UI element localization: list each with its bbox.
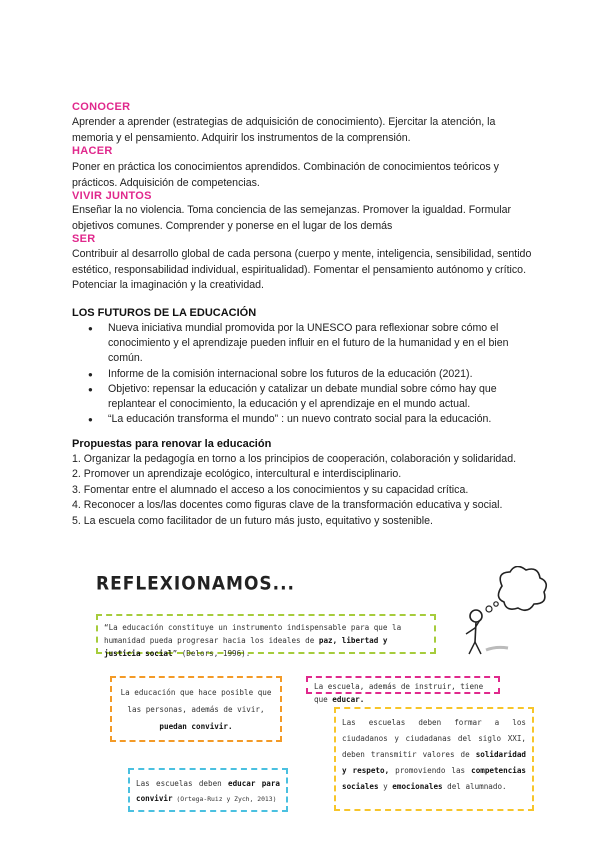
quote-text: La educación que hace posible que las personas, además de vivir, [120, 688, 272, 714]
thinking-figure-icon [456, 566, 556, 661]
pillar-text-vivir-juntos: Enseñar la no violencia. Toma conciencia de las semejanzas. Promover la igualdad. Formular objetivos comunes. Comprender y ponerse en el lugar de los demás [72, 204, 512, 232]
quote-bold: educar para convivir [136, 779, 280, 803]
quote-bold: educar. [332, 695, 365, 704]
list-item: ● Informe de la comisión internacional sobre los futuros de la educación (2021). [88, 367, 528, 382]
quote-box-delors [96, 614, 436, 658]
quote-bold: competencias sociales [342, 766, 526, 791]
quote-text: Las escuelas deben [136, 779, 228, 788]
list-item: 5. La escuela como facilitador de un futuro más justo, equitativo y sostenible. [72, 514, 433, 527]
quote-citation: ” (Delors, 1996). [172, 649, 251, 658]
pillar-heading-hacer: HACER [72, 145, 113, 157]
quote-box-educar [306, 676, 500, 704]
list-item: 1. Organizar la pedagogía en torno a los principios de cooperación, colaboración y solidaridad. [72, 453, 517, 465]
reflexionamos-title: REFLEXIONAMOS... [96, 572, 296, 596]
pillar-heading-vivir-juntos: VIVIR JUNTOS [72, 190, 152, 202]
propuestas-title: Propuestas para renovar la educación [72, 438, 272, 450]
futuros-list [88, 321, 528, 427]
list-item: 4. Reconocer a los/las docentes como figuras clave de la transformación educativa y social. [72, 499, 503, 512]
quote-bold: paz, libertad y justicia social [104, 636, 388, 658]
quote-citation: (Ortega-Ruiz y Zych, 2013) [172, 795, 277, 803]
pillar-heading-conocer: CONOCER [72, 101, 131, 113]
list-item: 3. Fomentar entre el alumnado el acceso a los conocimientos y su capacidad crítica. [72, 483, 469, 496]
quote-text: promoviendo las [389, 766, 472, 775]
propuestas-list [72, 452, 532, 529]
quote-box-convivir [110, 676, 282, 742]
quote-text: La escuela, además de instruir, tiene que [314, 682, 484, 704]
quote-text: del alumnado. [442, 782, 507, 791]
list-item: 2. Promover un aprendizaje ecológico, intercultural e interdisciplinario. [72, 468, 402, 481]
quote-bold: puedan convivir. [159, 722, 233, 731]
quote-box-ortega [128, 768, 288, 812]
pillar-heading-ser: SER [72, 233, 96, 245]
pillar-text-hacer: Poner en práctica los conocimientos aprendidos. Combinación de conocimientos teóricos y prácticos. Adquisición de competencias. [72, 161, 499, 189]
quote-text: “La educación constituye un instrumento indispensable para que la humanidad pueda progresar hacia los ideales de [104, 623, 402, 645]
pillar-text-ser: Contribuir al desarrollo global de cada persona (cuerpo y mente, inteligencia, sensibilidad, sentido estético, responsabilidad individual, espiritualidad). Fomentar el pensamiento autónomo y crítico. Potenciar la imaginación y la creatividad. [72, 248, 532, 292]
quote-text: y [378, 782, 393, 791]
list-item: ● Objetivo: repensar la educación y catalizar un debate mundial sobre cómo hay que replantear el conocimiento, la educación y el aprendizaje en el mundo actual. [88, 382, 528, 412]
quote-bold: solidaridad y respeto, [342, 750, 526, 775]
quote-box-valores [334, 707, 534, 811]
futuros-title: LOS FUTUROS DE LA EDUCACIÓN [72, 307, 257, 319]
pillar-text-conocer: Aprender a aprender (estrategias de adquisición de conocimiento). Ejercitar la atención, la memoria y el pensamiento. Adquirir los instrumentos de la comprensión. [72, 116, 496, 144]
quote-text: Las escuelas deben formar a los ciudadanos y ciudadanas del siglo XXI, deben transmitir valores de [342, 718, 526, 759]
list-item: ● “La educación transforma el mundo” : un nuevo contrato social para la educación. [88, 412, 528, 427]
quote-bold: emocionales [392, 782, 443, 791]
list-item: ● Nueva iniciativa mundial promovida por la UNESCO para reflexionar sobre cómo el conocimiento y el aprendizaje pueden influir en el futuro de la humanidad y en el bien común. [88, 321, 528, 367]
